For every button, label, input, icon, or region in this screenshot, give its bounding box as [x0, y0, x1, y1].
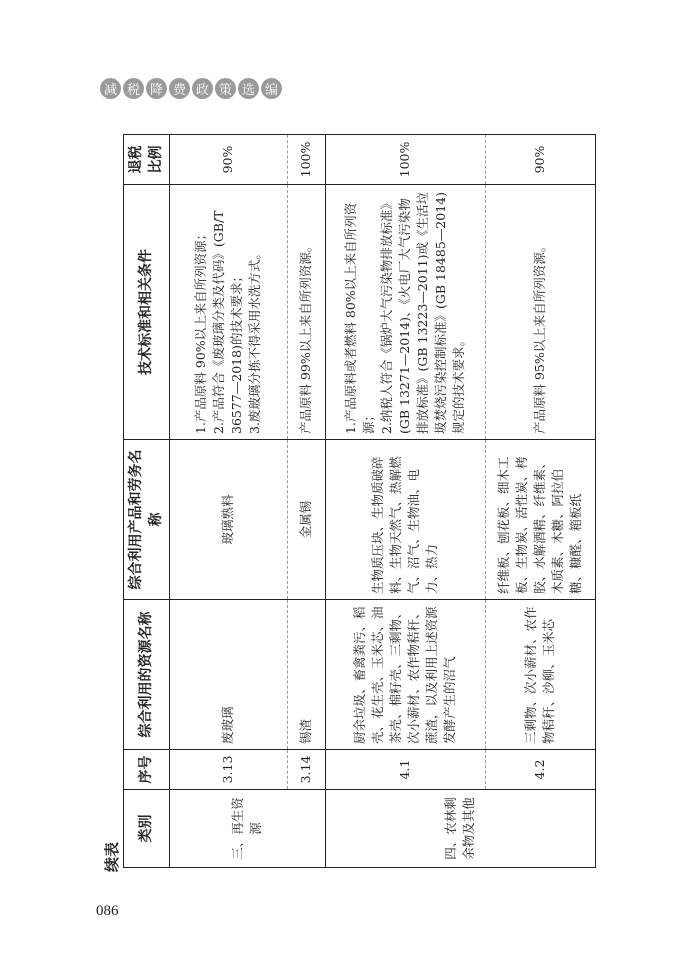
header-resource: 综合利用的资源名称: [124, 600, 170, 750]
standard-cell: [169, 185, 287, 440]
table-row: [169, 135, 287, 868]
standard-cell: [485, 185, 595, 440]
seq-cell: 4.1: [325, 750, 485, 790]
seq-cell: 3.13: [169, 750, 287, 790]
header-standard: 技术标准和相关条件: [124, 185, 170, 440]
standard-line: 产品原料 95%以上来自所列资源。: [532, 239, 548, 434]
seq-cell: 4.2: [485, 750, 595, 790]
seq-cell: 3.14: [287, 750, 325, 790]
standard-line: 1.产品原料或者燃料 80%以上来自所列资源；: [342, 202, 376, 434]
table-header-row: [124, 135, 170, 868]
header-ratio: 退税比例: [124, 135, 170, 185]
product-cell: 纤维板、刨花板、细木工板、生物炭、活性炭、栲胶、水解酒精、纤维素、木质素、木糖、阿拉伯糖、糠醛、箱板纸: [485, 440, 595, 600]
banner-char: 费: [169, 78, 190, 99]
resource-cell: 三剩物、次小薪材、农作物秸秆、沙柳、玉米芯: [485, 600, 595, 750]
header-product: 综合利用产品和劳务名称: [124, 440, 170, 600]
resource-cell: 锡渣: [287, 600, 325, 750]
header-category: 类别: [124, 790, 170, 868]
table-row: [485, 135, 595, 868]
category-cell: 四、农林剩余物及其他: [325, 790, 595, 868]
standard-cell: [287, 185, 325, 440]
banner-char: 减: [100, 78, 121, 99]
rotated-table-area: [123, 135, 591, 868]
standard-line: 1.产品原料 90%以上来自所列资源；: [192, 227, 208, 434]
table-row: [287, 135, 325, 868]
header-seq: 序号: [124, 750, 170, 790]
category-cell: 三、再生资源: [169, 790, 325, 868]
resource-cell: 废玻璃: [169, 600, 287, 750]
ratio-cell: 100%: [287, 135, 325, 185]
banner-char: 税: [123, 78, 144, 99]
page-number: 086: [96, 903, 119, 919]
resource-cell: 厨余垃圾、畜禽粪污、稻壳、花生壳、玉米芯、油茶壳、棉籽壳、三剩物、次小薪材、农作物秸秆、蔗渣，以及利用上述资源发酵产生的沼气: [325, 600, 485, 750]
product-cell: 生物质压块、生物质破碎料、生物天然气、热解燃气、沼气、生物油、电力、热力: [325, 440, 485, 600]
banner-char: 选: [238, 78, 259, 99]
header-banner: [100, 78, 282, 102]
standard-cell: [325, 185, 485, 440]
banner-char: 策: [215, 78, 236, 99]
banner-char: 编: [261, 78, 282, 99]
continued-label: 续表: [103, 841, 121, 872]
ratio-cell: 90%: [169, 135, 287, 185]
ratio-cell: 90%: [485, 135, 595, 185]
standard-line: 3.废玻璃分拣不得采用水洗方式。: [247, 247, 263, 434]
standard-line: 2.纳税人符合《锅炉大气污染物排放标准》(GB 13271—2014)、《火电厂大气污染物排放标准》(GB 13223—2011)或《生活垃圾焚烧污染控制标准》(GB 18485—2014)规定的技术要求。: [378, 192, 467, 434]
banner-char: 降: [146, 78, 167, 99]
ratio-cell: 100%: [325, 135, 485, 185]
banner-char: 政: [192, 78, 213, 99]
table-row: [325, 135, 485, 868]
standard-line: 2.产品符合《废玻璃分类及代码》(GB/T 36577—2018)的技术要求；: [210, 210, 245, 434]
policy-table: [123, 134, 596, 868]
standard-line: 产品原料 99%以上来自所列资源。: [298, 239, 314, 434]
product-cell: 玻璃熟料: [169, 440, 287, 600]
product-cell: 金属锡: [287, 440, 325, 600]
